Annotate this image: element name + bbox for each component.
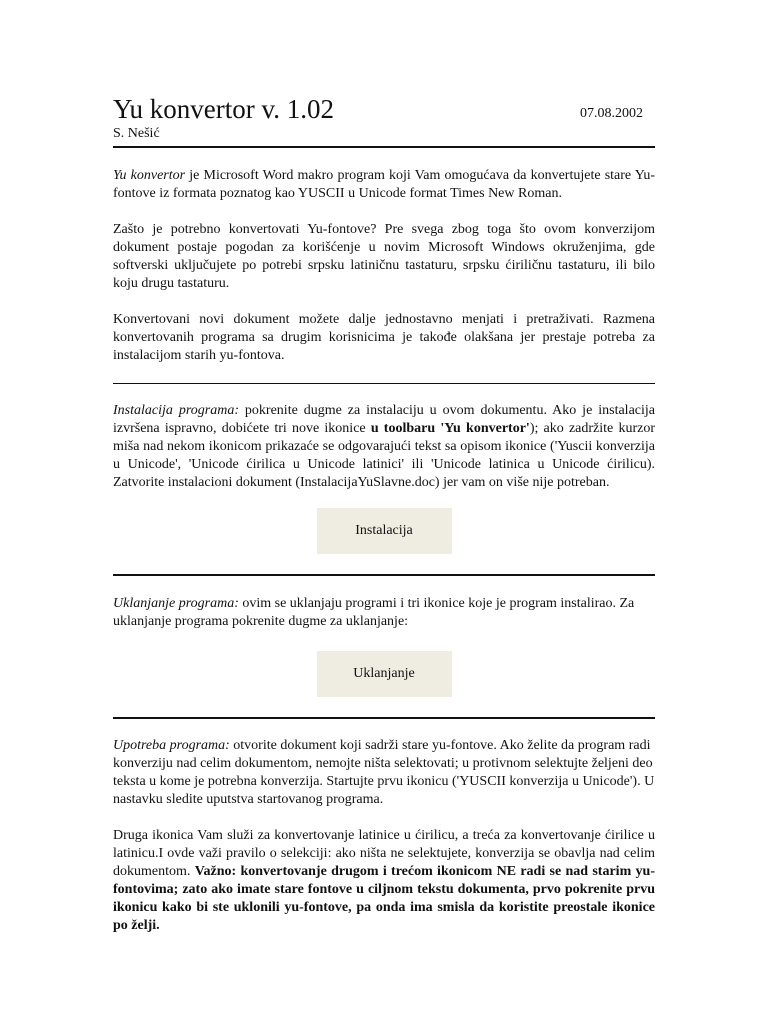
usage-important-note: Važno: konvertovanje drugom i trećom ikonicom NE radi se nad starim yu-fontovima; zato ako imate stare fontove u ciljnom tekstu dokumenta, prvo pokrenite prvu ikonicu kako bi ste uklonili yu-fontove, pa onda ima smisla da koristite preostale ikonice po želji.: [113, 864, 655, 933]
uninstall-label: Uklanjanje programa:: [113, 596, 239, 611]
document-page: [113, 0, 655, 935]
intro-term: Yu konvertor: [113, 168, 186, 183]
usage-note-text: Druga ikonica Vam služi za konvertovanje latinice u ćirilicu, a treća za konvertovanje ćirilice u latinicu.I ovde važi pravilo o selekciji: ako ništa ne selektujete, konverzija se obavlja nad celim dokumentom.: [113, 828, 655, 879]
install-text-a: pokrenite dugme za instalaciju u ovom dokumentu. Ako je instalacija izvršena ispravno, dobićete tri nove ikonice: [113, 403, 655, 436]
install-text-bold: u toolbaru 'Yu konvertor': [370, 421, 530, 436]
document-title: Yu konvertor v. 1.02: [113, 94, 334, 124]
section-divider: [113, 574, 655, 576]
document-author: S. Nešić: [113, 126, 160, 141]
edit-paragraph: Konvertovani novi dokument možete dalje jednostavno menjati i pretraživati. Razmena konvertovanih programa sa drugim korisnicima je takođe olakšana jer prestaje potreba za instalacijom starih yu-fontova.: [113, 312, 655, 363]
usage-label: Upotreba programa:: [113, 738, 230, 753]
why-paragraph: Zašto je potrebno konvertovati Yu-fontove? Pre svega zbog toga što ovom konverzijom dokument postaje pogodan za korišćenje u novim Microsoft Windows okruženjima, gde softverski uključujete po potrebi srpsku latiničnu tastaturu, srpsku ćiriličnu tastaturu, ili bilo koju drugu tastaturu.: [113, 222, 655, 291]
uninstall-button[interactable]: Uklanjanje: [317, 651, 452, 697]
document-date: 07.08.2002: [580, 106, 643, 121]
install-paragraph: [113, 402, 655, 492]
usage-text: otvorite dokument koji sadrži stare yu-fontove. Ako želite da program radi konverziju nad celim dokumentom, nemojte ništa selektovati; u protivnom selektujte željeni deo teksta u kome je potrebna konverzija. Startujte prvu ikonicu ('YUSCII konverzija u Unicode'). U nastavku sledite uputstva startovanog programa.: [113, 738, 655, 807]
usage-paragraph: [113, 737, 655, 809]
install-button[interactable]: Instalacija: [317, 508, 452, 554]
section-divider: [113, 717, 655, 719]
install-label: Instalacija programa:: [113, 403, 239, 418]
intro-text: je Microsoft Word makro program koji Vam omogućava da konvertujete stare Yu-fontove iz formata poznatog kao YUSCII u Unicode format Times New Roman.: [113, 168, 655, 201]
section-divider: [113, 383, 655, 384]
uninstall-text: ovim se uklanjaju programi i tri ikonice koje je program instalirao. Za uklanjanje programa pokrenite dugme za uklanjanje:: [113, 596, 635, 629]
install-text-b: ); ako zadržite kurzor miša nad nekom ikonicom prikazaće se odgovarajući tekst sa opisom ikonice ('Yuscii konverzija u Unicode', 'Unicode ćirilica u Unicode latinici' ili 'Unicode latinica u Unicode ćirilicu). Zatvorite instalacioni dokument (InstalacijaYuSlavne.doc) jer vam on više nije potreban.: [113, 421, 656, 490]
usage-note-paragraph: [113, 827, 655, 935]
document-header: [113, 0, 655, 148]
intro-paragraph: [113, 167, 655, 203]
uninstall-paragraph: [113, 595, 655, 631]
